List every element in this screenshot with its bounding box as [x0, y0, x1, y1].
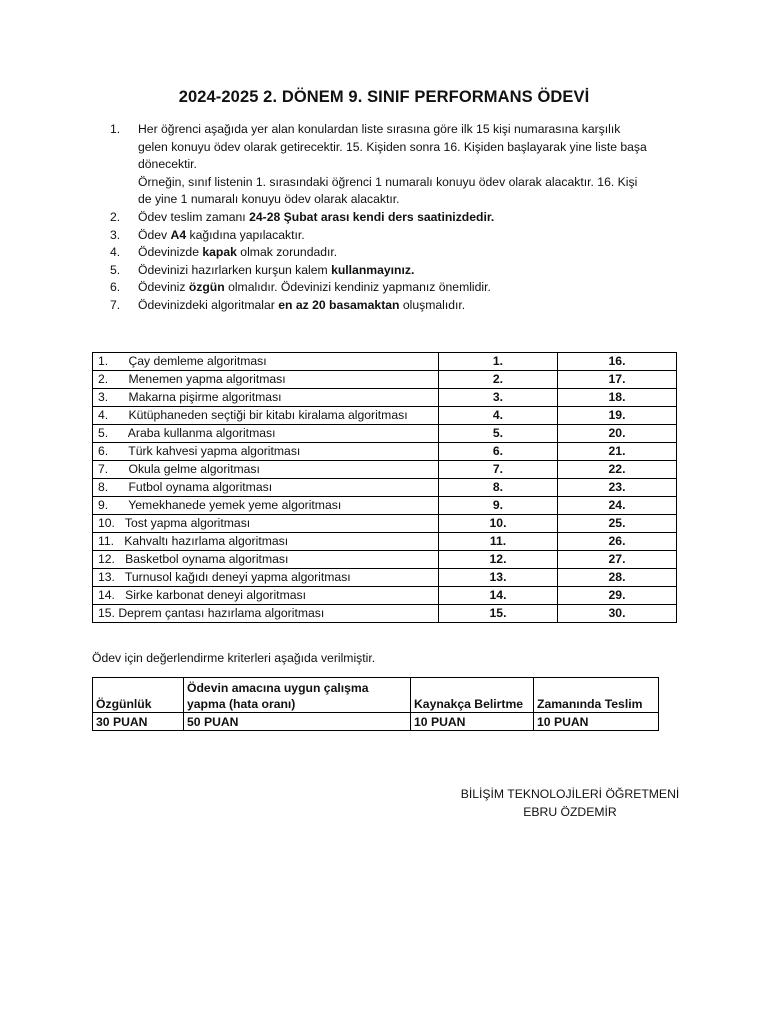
first-student-number: 1.	[439, 353, 558, 371]
first-student-number: 14.	[439, 587, 558, 605]
instruction-text: Ödevinizde	[138, 245, 203, 260]
instruction-text: Ödevinizi hazırlarken kurşun kalem	[138, 262, 332, 277]
first-student-number: 11.	[439, 533, 558, 551]
second-student-number: 18.	[558, 389, 677, 407]
second-student-number: 22.	[558, 461, 677, 479]
second-student-number: 24.	[558, 497, 677, 515]
first-student-number: 7.	[439, 461, 558, 479]
topic-name: 13. Turnusol kağıdı deneyi yapma algoritması	[93, 569, 439, 587]
table-row	[93, 515, 677, 533]
instruction-item	[110, 244, 690, 262]
first-student-number: 8.	[439, 479, 558, 497]
criteria-header: Özgünlük	[93, 678, 184, 713]
instruction-item	[110, 227, 690, 245]
instruction-number: 4.	[110, 245, 121, 260]
instruction-text: olmak zorundadır.	[236, 245, 338, 260]
topic-name: 11. Kahvaltı hazırlama algoritması	[93, 533, 439, 551]
instruction-number: 7.	[110, 297, 121, 312]
second-student-number: 19.	[558, 407, 677, 425]
criteria-header: Ödevin amacına uygun çalışma yapma (hata oranı)	[184, 678, 411, 713]
second-student-number: 17.	[558, 371, 677, 389]
topic-name: 10. Tost yapma algoritması	[93, 515, 439, 533]
instruction-item	[110, 121, 690, 209]
topic-name: 15. Deprem çantası hazırlama algoritması	[93, 605, 439, 623]
topic-name: 7. Okula gelme algoritması	[93, 461, 439, 479]
first-student-number: 6.	[439, 443, 558, 461]
topic-name: 2. Menemen yapma algoritması	[93, 371, 439, 389]
second-student-number: 30.	[558, 605, 677, 623]
second-student-number: 20.	[558, 425, 677, 443]
table-row	[93, 497, 677, 515]
instruction-emphasis: kullanmayınız.	[331, 262, 415, 277]
criteria-table	[92, 677, 659, 731]
instruction-item	[110, 279, 690, 297]
second-student-number: 28.	[558, 569, 677, 587]
topic-name: 8. Futbol oynama algoritması	[93, 479, 439, 497]
instruction-line: gelen konuyu ödev olarak getirecektir. 15. Kişiden sonra 16. Kişiden başlayarak yine liste başa	[138, 139, 647, 154]
instruction-number: 2.	[110, 209, 121, 224]
topic-name: 12. Basketbol oynama algoritması	[93, 551, 439, 569]
criteria-value: 10 PUAN	[534, 713, 659, 731]
criteria-header: Zamanında Teslim	[534, 678, 659, 713]
criteria-value: 10 PUAN	[411, 713, 534, 731]
instruction-text: Ödev teslim zamanı	[138, 209, 250, 224]
first-student-number: 4.	[439, 407, 558, 425]
instruction-item	[110, 262, 690, 280]
second-student-number: 27.	[558, 551, 677, 569]
instruction-text: Ödevinizdeki algoritmalar	[138, 297, 279, 312]
instruction-emphasis: en az 20 basamaktan	[278, 297, 400, 312]
page-title: 2024-2025 2. DÖNEM 9. SINIF PERFORMANS ÖDEVİ	[178, 88, 590, 106]
topic-name: 1. Çay demleme algoritması	[93, 353, 439, 371]
second-student-number: 25.	[558, 515, 677, 533]
first-student-number: 5.	[439, 425, 558, 443]
table-row	[93, 407, 677, 425]
first-student-number: 3.	[439, 389, 558, 407]
criteria-value: 50 PUAN	[184, 713, 411, 731]
criteria-header: Kaynakça Belirtme	[411, 678, 534, 713]
criteria-value-row	[93, 713, 659, 731]
topic-name: 4. Kütüphaneden seçtiği bir kitabı kiralama algoritması	[93, 407, 439, 425]
topic-name: 5. Araba kullanma algoritması	[93, 425, 439, 443]
first-student-number: 2.	[439, 371, 558, 389]
topic-name: 9. Yemekhanede yemek yeme algoritması	[93, 497, 439, 515]
instruction-number: 3.	[110, 227, 121, 242]
table-row	[93, 479, 677, 497]
first-student-number: 12.	[439, 551, 558, 569]
first-student-number: 9.	[439, 497, 558, 515]
instruction-line: Her öğrenci aşağıda yer alan konulardan liste sırasına göre ilk 15 kişi numarasına karşılık	[138, 122, 621, 136]
first-student-number: 10.	[439, 515, 558, 533]
table-row	[93, 587, 677, 605]
topic-name: 3. Makarna pişirme algoritması	[93, 389, 439, 407]
table-row	[93, 371, 677, 389]
instruction-emphasis: kapak	[202, 245, 237, 260]
first-student-number: 13.	[439, 569, 558, 587]
criteria-value: 30 PUAN	[93, 713, 184, 731]
second-student-number: 26.	[558, 533, 677, 551]
table-row	[93, 461, 677, 479]
instruction-text: olmalıdır. Ödevinizi kendiniz yapmanız önemlidir.	[224, 280, 491, 295]
criteria-intro: Ödev için değerlendirme kriterleri aşağıda verilmiştir.	[92, 651, 376, 665]
instruction-text: Ödev	[138, 227, 171, 242]
table-row	[93, 551, 677, 569]
topic-name: 14. Sirke karbonat deneyi algoritması	[93, 587, 439, 605]
instruction-number: 1.	[110, 122, 121, 136]
table-row	[93, 425, 677, 443]
signature-block	[440, 785, 700, 821]
instruction-emphasis: 24-28 Şubat arası kendi ders saatinizdedir.	[249, 209, 495, 224]
second-student-number: 16.	[558, 353, 677, 371]
instruction-emphasis: özgün	[188, 280, 225, 295]
instruction-text: oluşmalıdır.	[399, 297, 466, 312]
instruction-emphasis: A4	[170, 227, 187, 242]
instruction-item	[110, 297, 690, 315]
table-row	[93, 389, 677, 407]
teacher-role: BİLİŞİM TEKNOLOJİLERİ ÖĞRETMENİ	[460, 787, 680, 801]
instruction-line: de yine 1 numaralı konuyu ödev olarak alacaktır.	[138, 192, 400, 207]
criteria-header-row	[93, 678, 659, 713]
table-row	[93, 605, 677, 623]
second-student-number: 23.	[558, 479, 677, 497]
instruction-number: 6.	[110, 280, 121, 295]
instruction-item	[110, 209, 690, 227]
topic-name: 6. Türk kahvesi yapma algoritması	[93, 443, 439, 461]
table-row	[93, 569, 677, 587]
second-student-number: 21.	[558, 443, 677, 461]
teacher-name: EBRU ÖZDEMİR	[523, 805, 617, 819]
table-row	[93, 443, 677, 461]
instruction-text: Ödeviniz	[138, 280, 189, 295]
second-student-number: 29.	[558, 587, 677, 605]
instruction-text: kağıdına yapılacaktır.	[186, 227, 305, 242]
table-row	[93, 533, 677, 551]
instructions-list	[110, 121, 690, 315]
instruction-line: dönecektir.	[138, 157, 197, 172]
topics-table	[92, 352, 677, 623]
instruction-number: 5.	[110, 262, 121, 277]
first-student-number: 15.	[439, 605, 558, 623]
instruction-line: Örneğin, sınıf listenin 1. sırasındaki öğrenci 1 numaralı konuyu ödev olarak alacaktır. 16. Kişi	[138, 174, 638, 189]
table-row	[93, 353, 677, 371]
